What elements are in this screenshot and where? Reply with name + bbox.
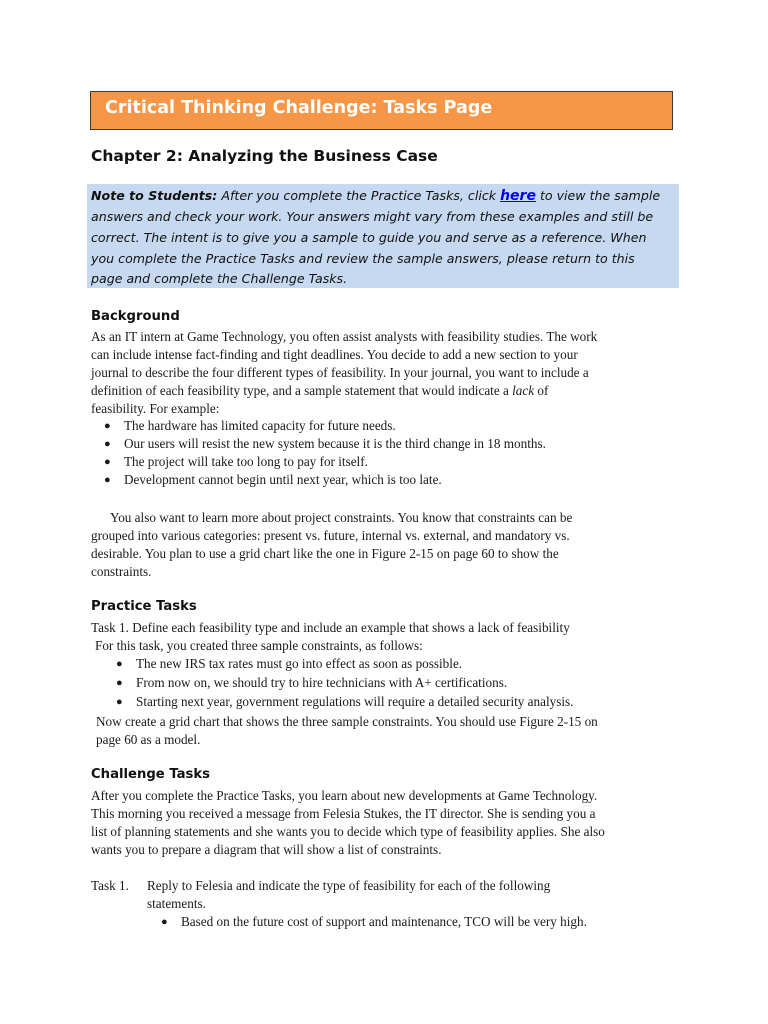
constraints-para-line-3: desirable. You plan to use a grid chart like the one in Figure 2-15 on page 60 to show the [91, 546, 559, 561]
background-line-4 [91, 382, 548, 399]
note-label: Note to Students: [91, 188, 218, 203]
bullet-dot: ● [116, 677, 123, 689]
bullet-dot: ● [116, 658, 123, 670]
constraints-para-line-1: You also want to learn more about project constraints. You know that constraints can be [110, 510, 573, 525]
challenge-tasks-heading: Challenge Tasks [91, 767, 210, 782]
note-line-1 [91, 188, 691, 204]
background-heading: Background [91, 309, 180, 324]
background-bullet-3: The project will take too long to pay for itself. [124, 454, 368, 469]
sample-answers-link[interactable]: here [500, 188, 536, 204]
background-line-3: journal to describe the four different types of feasibility. In your journal, you want to include a [91, 365, 589, 380]
chapter-title: Chapter 2: Analyzing the Business Case [91, 147, 438, 165]
background-bullet-1: The hardware has limited capacity for future needs. [124, 418, 396, 433]
practice-task-1: Task 1. Define each feasibility type and include an example that shows a lack of feasibility [91, 620, 570, 635]
page-banner [90, 91, 673, 130]
note-line-2: answers and check your work. Your answers might vary from these examples and still be [91, 209, 654, 224]
bullet-dot: ● [104, 420, 111, 432]
challenge-task-1-label: Task 1. [91, 878, 129, 893]
note-line-4: you complete the Practice Tasks and review the sample answers, please return to this [91, 251, 635, 266]
constraints-para-line-2: grouped into various categories: present vs. future, internal vs. external, and mandatory vs. [91, 528, 570, 543]
bullet-dot: ● [104, 438, 111, 450]
background-bullet-4: Development cannot begin until next year, which is too late. [124, 472, 442, 487]
lack-word: lack [512, 383, 535, 398]
background-line-2: can include intense fact-finding and tight deadlines. You decide to add a new section to your [91, 347, 578, 362]
background-bullet-2: Our users will resist the new system because it is the third change in 18 months. [124, 436, 546, 451]
challenge-line-2: This morning you received a message from Felesia Stukes, the IT director. She is sending you a [91, 806, 596, 821]
practice-tasks-heading: Practice Tasks [91, 599, 197, 614]
lack-suffix: of [534, 383, 549, 398]
note-text-1a: After you complete the Practice Tasks, click [217, 188, 501, 203]
note-text-1b: to view the sample [535, 188, 661, 203]
challenge-line-4: wants you to prepare a diagram that will show a list of constraints. [91, 842, 442, 857]
challenge-bullet-1: Based on the future cost of support and maintenance, TCO will be very high. [181, 914, 587, 929]
bullet-dot: ● [104, 456, 111, 468]
challenge-line-1: After you complete the Practice Tasks, you learn about new developments at Game Technology. [91, 788, 598, 803]
note-to-students [87, 184, 679, 288]
bullet-dot: ● [104, 474, 111, 486]
bullet-dot: ● [161, 916, 168, 928]
constraints-para-line-4: constraints. [91, 564, 152, 579]
practice-outro-1: Now create a grid chart that shows the three sample constraints. You should use Figure 2-15 on [96, 714, 598, 729]
practice-bullet-1: The new IRS tax rates must go into effect as soon as possible. [136, 656, 463, 671]
background-line-1: As an IT intern at Game Technology, you often assist analysts with feasibility studies. The work [91, 329, 598, 344]
practice-bullet-2: From now on, we should try to hire technicians with A+ certifications. [136, 675, 508, 690]
note-line-3: correct. The intent is to give you a sample to guide you and serve as a reference. When [91, 230, 647, 245]
challenge-line-3: list of planning statements and she wants you to decide which type of feasibility applies. She also [91, 824, 605, 839]
practice-outro-2: page 60 as a model. [96, 732, 201, 747]
note-line-5: page and complete the Challenge Tasks. [91, 271, 348, 286]
challenge-task-1-line-2: statements. [147, 896, 206, 911]
bullet-dot: ● [116, 696, 123, 708]
practice-intro: For this task, you created three sample constraints, as follows: [95, 638, 423, 653]
practice-bullet-3: Starting next year, government regulations will require a detailed security analysis. [136, 694, 574, 709]
banner-title: Critical Thinking Challenge: Tasks Page [105, 98, 493, 118]
background-line-4-text: definition of each feasibility type, and a sample statement that would indicate a [91, 383, 513, 398]
background-line-5: feasibility. For example: [91, 401, 220, 416]
challenge-task-1-line-1: Reply to Felesia and indicate the type of feasibility for each of the following [147, 878, 551, 893]
